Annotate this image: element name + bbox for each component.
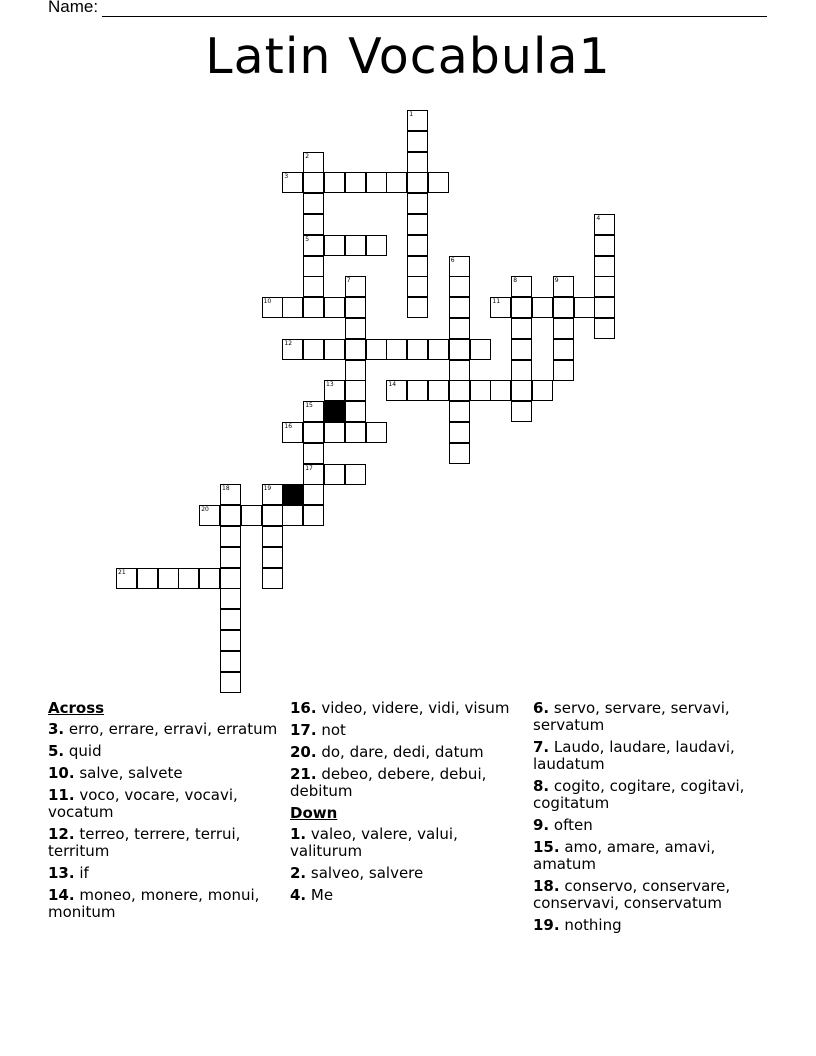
clue-number-label: 2	[305, 152, 310, 160]
grid-cell[interactable]	[428, 339, 449, 360]
grid-cell[interactable]	[220, 505, 241, 526]
clue-number-label: 11	[492, 298, 501, 306]
grid-cell[interactable]	[303, 256, 324, 277]
clue-text: voco, vocare, vocavi, vocatum	[48, 786, 238, 821]
grid-cell[interactable]	[594, 297, 615, 318]
clue-text: quid	[64, 742, 102, 760]
clue-item	[290, 887, 520, 904]
across-heading: Across	[48, 699, 105, 717]
grid-cell[interactable]	[345, 297, 366, 318]
grid-cell[interactable]	[282, 505, 303, 526]
clue-number: 18.	[533, 877, 560, 895]
clue-number: 2.	[290, 864, 307, 882]
clue-number-label: 15	[305, 402, 313, 410]
grid-cell[interactable]	[386, 172, 407, 193]
grid-cell[interactable]	[241, 505, 262, 526]
grid-cell[interactable]	[303, 297, 324, 318]
grid-cell[interactable]	[178, 568, 199, 589]
grid-cell[interactable]	[345, 172, 366, 193]
grid-cell[interactable]	[262, 568, 283, 589]
grid-cell[interactable]	[324, 297, 345, 318]
grid-cell[interactable]	[407, 152, 428, 173]
grid-cell[interactable]	[511, 318, 532, 339]
grid-cell[interactable]	[366, 172, 387, 193]
grid-cell[interactable]	[366, 422, 387, 443]
clue-number: 19.	[533, 916, 560, 934]
clue-number: 17.	[290, 721, 317, 739]
clue-number-label: 8	[513, 277, 518, 285]
grid-cell[interactable]	[345, 422, 366, 443]
grid-cell[interactable]	[407, 339, 428, 360]
grid-cell[interactable]	[428, 380, 449, 401]
clue-number-label: 20	[201, 506, 209, 514]
grid-cell[interactable]	[220, 526, 241, 547]
grid-cell[interactable]	[262, 547, 283, 568]
grid-cell[interactable]	[262, 526, 283, 547]
clue-number: 7.	[533, 738, 550, 756]
grid-cell[interactable]	[407, 214, 428, 235]
grid-cell[interactable]	[449, 380, 470, 401]
grid-cell[interactable]	[303, 443, 324, 464]
clue-item	[48, 826, 278, 860]
clues-column-2	[290, 700, 520, 909]
clue-number: 6.	[533, 699, 550, 717]
grid-cell[interactable]	[345, 464, 366, 485]
clue-number: 8.	[533, 777, 550, 795]
clue-item	[533, 700, 773, 734]
clue-item	[48, 787, 278, 821]
grid-cell[interactable]	[449, 443, 470, 464]
grid-cell[interactable]	[511, 380, 532, 401]
clue-text: often	[549, 816, 593, 834]
clue-item	[48, 721, 278, 738]
clues-column-3	[533, 700, 773, 939]
clue-item	[533, 839, 773, 873]
clue-item	[48, 887, 278, 921]
clue-text: Laudo, laudare, laudavi, laudatum	[533, 738, 735, 773]
clue-number: 20.	[290, 743, 317, 761]
clue-number-label: 19	[263, 485, 272, 493]
clue-number-label: 9	[554, 277, 559, 285]
grid-cell[interactable]	[407, 172, 428, 193]
clue-item	[533, 778, 773, 812]
grid-cell[interactable]	[220, 630, 241, 651]
grid-cell[interactable]	[511, 360, 532, 381]
grid-cell[interactable]	[532, 380, 553, 401]
grid-cell[interactable]	[324, 172, 345, 193]
grid-cell[interactable]	[220, 672, 241, 693]
clue-number-label: 10	[263, 298, 272, 306]
grid-cell[interactable]	[449, 401, 470, 422]
black-square	[324, 401, 345, 422]
grid-cell[interactable]	[345, 401, 366, 422]
clue-number-label: 5	[305, 235, 310, 243]
clue-number: 13.	[48, 864, 75, 882]
grid-cell[interactable]	[303, 276, 324, 297]
grid-cell[interactable]	[511, 339, 532, 360]
clue-item	[290, 826, 520, 860]
clue-number-label: 6	[450, 256, 455, 264]
clue-text: debeo, debere, debui, debitum	[290, 765, 487, 800]
grid-cell[interactable]	[303, 422, 324, 443]
grid-cell[interactable]	[199, 568, 220, 589]
clue-number: 3.	[48, 720, 65, 738]
grid-cell[interactable]	[345, 318, 366, 339]
clue-number: 14.	[48, 886, 75, 904]
grid-cell[interactable]	[449, 422, 470, 443]
grid-cell[interactable]	[407, 380, 428, 401]
clue-text: terreo, terrere, terrui, territum	[48, 825, 241, 860]
clue-item	[48, 743, 278, 760]
grid-cell[interactable]	[324, 235, 345, 256]
grid-cell[interactable]	[594, 318, 615, 339]
clue-text: if	[74, 864, 89, 882]
clue-text: amo, amare, amavi, amatum	[533, 838, 716, 873]
grid-cell[interactable]	[366, 235, 387, 256]
clue-text: servo, servare, servavi, servatum	[533, 699, 730, 734]
grid-cell[interactable]	[407, 297, 428, 318]
clue-number: 11.	[48, 786, 75, 804]
clue-text: salveo, salvere	[306, 864, 424, 882]
grid-cell[interactable]	[345, 339, 366, 360]
grid-cell[interactable]	[324, 339, 345, 360]
clue-text: video, videre, vidi, visum	[316, 699, 510, 717]
grid-cell[interactable]	[324, 422, 345, 443]
grid-cell[interactable]	[449, 297, 470, 318]
grid-cell[interactable]	[282, 297, 303, 318]
clue-item	[48, 765, 278, 782]
grid-cell[interactable]	[449, 360, 470, 381]
grid-cell[interactable]	[220, 609, 241, 630]
clue-number: 1.	[290, 825, 307, 843]
clue-number-label: 1	[409, 111, 414, 118]
grid-cell[interactable]	[594, 256, 615, 277]
grid-cell[interactable]	[407, 193, 428, 214]
clue-number-label: 16	[284, 423, 293, 430]
grid-cell[interactable]	[303, 339, 324, 360]
grid-cell[interactable]	[553, 297, 574, 318]
clue-text: valeo, valere, valui, valiturum	[290, 825, 458, 860]
clue-number: 10.	[48, 764, 75, 782]
grid-cell[interactable]	[553, 318, 574, 339]
clue-text: moneo, monere, monui, monitum	[48, 886, 260, 921]
grid-cell[interactable]	[220, 547, 241, 568]
puzzle-title: Latin Vocabula1	[205, 28, 611, 85]
grid-cell[interactable]	[553, 339, 574, 360]
grid-cell[interactable]	[137, 568, 158, 589]
grid-cell[interactable]	[220, 588, 241, 609]
clue-number: 4.	[290, 886, 307, 904]
grid-cell[interactable]	[303, 505, 324, 526]
grid-cell[interactable]	[428, 172, 449, 193]
clue-text: do, dare, dedi, datum	[316, 743, 484, 761]
grid-cell[interactable]	[407, 276, 428, 297]
black-square	[282, 484, 303, 505]
clue-text: erro, errare, erravi, erratum	[64, 720, 278, 738]
grid-cell[interactable]	[594, 276, 615, 297]
clue-item	[290, 766, 520, 800]
grid-cell[interactable]	[386, 339, 407, 360]
clue-text: cogito, cogitare, cogitavi, cogitatum	[533, 777, 745, 812]
clue-number-label: 3	[284, 173, 289, 181]
grid-cell[interactable]	[345, 380, 366, 401]
clue-item	[533, 817, 773, 834]
grid-cell[interactable]	[490, 380, 511, 401]
clue-item	[533, 739, 773, 773]
grid-cell[interactable]	[553, 360, 574, 381]
clue-number: 5.	[48, 742, 65, 760]
clue-item	[533, 878, 773, 912]
clue-number-label: 21	[118, 568, 126, 576]
grid-cell[interactable]	[220, 651, 241, 672]
grid-cell[interactable]	[345, 360, 366, 381]
grid-cell[interactable]	[158, 568, 179, 589]
grid-cell[interactable]	[449, 318, 470, 339]
grid-cell[interactable]	[511, 297, 532, 318]
grid-cell[interactable]	[345, 235, 366, 256]
grid-cell[interactable]	[303, 484, 324, 505]
grid-cell[interactable]	[303, 172, 324, 193]
clue-number: 9.	[533, 816, 550, 834]
clue-number-label: 13	[326, 381, 334, 389]
grid-cell[interactable]	[470, 380, 491, 401]
clue-item	[290, 865, 520, 882]
grid-cell[interactable]	[407, 256, 428, 277]
clue-number-label: 14	[388, 381, 397, 389]
clue-text: nothing	[559, 916, 622, 934]
down-heading: Down	[290, 804, 338, 822]
grid-cell[interactable]	[262, 505, 283, 526]
clue-number: 12.	[48, 825, 75, 843]
grid-cell[interactable]	[407, 235, 428, 256]
grid-cell[interactable]	[574, 297, 595, 318]
grid-cell[interactable]	[511, 401, 532, 422]
clue-text: Me	[306, 886, 334, 904]
clue-item	[290, 744, 520, 761]
grid-cell[interactable]	[303, 214, 324, 235]
name-label: Name:	[48, 0, 99, 16]
clue-number-label: 18	[222, 485, 230, 493]
clue-item	[290, 722, 520, 739]
grid-cell[interactable]	[366, 339, 387, 360]
grid-cell[interactable]	[449, 276, 470, 297]
grid-cell[interactable]	[449, 339, 470, 360]
clue-text: salve, salvete	[74, 764, 183, 782]
grid-cell[interactable]	[594, 235, 615, 256]
clue-number-label: 4	[596, 215, 601, 222]
clues-column-1	[48, 700, 278, 926]
grid-cell[interactable]	[303, 193, 324, 214]
grid-cell[interactable]	[324, 464, 345, 485]
clue-item	[290, 700, 520, 717]
clue-number-label: 12	[284, 339, 293, 347]
grid-cell[interactable]	[407, 131, 428, 152]
grid-cell[interactable]	[532, 297, 553, 318]
clue-text: conservo, conservare, conservavi, conservatum	[533, 877, 731, 912]
grid-cell[interactable]	[470, 339, 491, 360]
grid-cell[interactable]	[220, 568, 241, 589]
clue-item	[533, 917, 773, 934]
clue-number: 16.	[290, 699, 317, 717]
clue-item	[48, 865, 278, 882]
clue-number-label: 17	[305, 464, 313, 472]
clue-number: 15.	[533, 838, 560, 856]
clue-number-label: 7	[346, 277, 351, 285]
clue-number: 21.	[290, 765, 317, 783]
clue-text: not	[316, 721, 346, 739]
